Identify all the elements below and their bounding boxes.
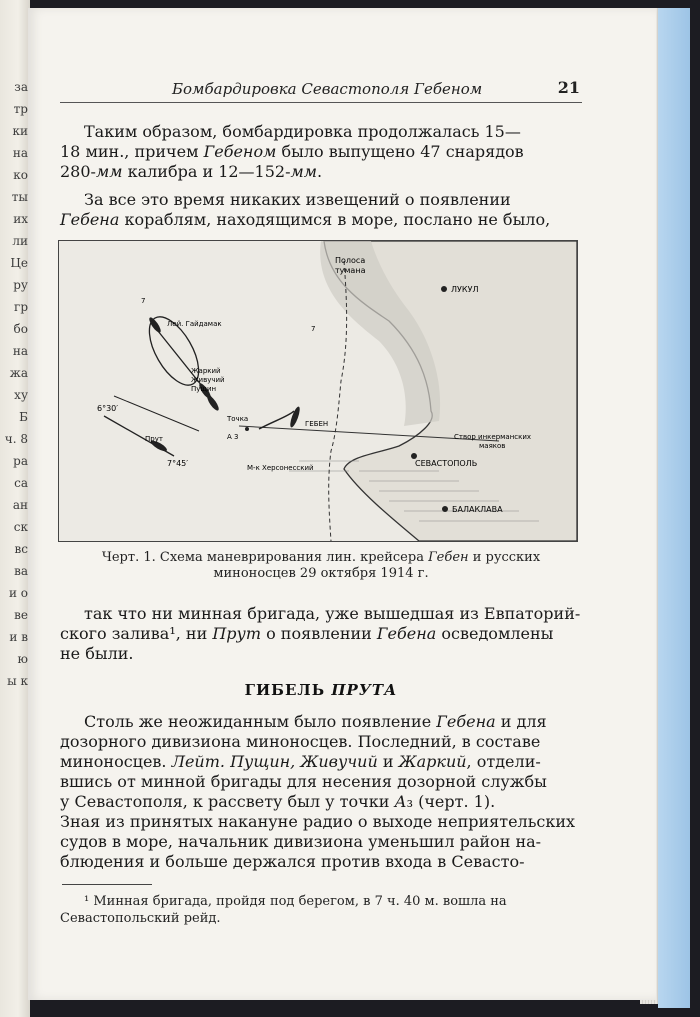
map-label-zharkiy: Жаркий xyxy=(191,367,221,375)
map-label-gaydamak: Лей. Гайдамак xyxy=(167,320,222,328)
left-page-fragment: на xyxy=(12,146,28,160)
text-line: так что ни минная бригада, уже вышедшая из Евпаторий- xyxy=(84,604,581,623)
left-page-fragment: и о xyxy=(8,586,28,600)
left-page-fragment: ск xyxy=(13,520,28,534)
map-label-pushchin: Пущин xyxy=(191,385,217,393)
italic-run: мм xyxy=(290,162,318,181)
left-page-fragment: гр xyxy=(14,300,28,314)
left-page-fragment: ра xyxy=(13,454,28,468)
map-label-khersones: М-к Херсонесский xyxy=(247,464,314,472)
map-label-zhivuchiy: Живучий xyxy=(191,376,225,384)
italic-run: Гебена xyxy=(376,624,437,643)
left-page-fragment: ки xyxy=(12,124,28,138)
paragraph-3 xyxy=(60,604,582,664)
italic-run: Гебена xyxy=(436,712,496,731)
left-page-fragment: тр xyxy=(13,102,28,116)
paragraph-4 xyxy=(60,712,582,872)
goeben-track xyxy=(259,411,294,429)
left-page-fragment: их xyxy=(13,212,28,226)
point-a3-marker xyxy=(245,427,249,431)
text-line: судов в море, начальник дивизиона уменьшил район на- xyxy=(60,832,542,851)
left-page-fragment: ве xyxy=(14,608,28,622)
text-line: у Севастополя, к рассвету был у точки А₃ (черт. 1). xyxy=(60,792,496,811)
running-head-title: Бомбардировка Севастополя Гебеном xyxy=(172,80,483,98)
left-page-fragment: за xyxy=(14,80,28,94)
italic-run: Гебен xyxy=(428,550,469,565)
text-line: дозорного дивизиона миноносцев. Последний, в составе xyxy=(60,732,541,751)
left-page-fragment: ру xyxy=(13,278,28,292)
left-page-fragment: ю xyxy=(17,652,28,666)
map-label-sevastopol: СЕВАСТОПОЛЬ xyxy=(415,459,478,468)
map-label-inkerman-2: маяков xyxy=(479,442,506,450)
left-page-fragment: са xyxy=(14,476,28,490)
map-label-prut: Прут xyxy=(145,435,163,443)
left-page-fragment: Це xyxy=(10,256,28,270)
italic-run: Жаркий xyxy=(398,752,467,771)
balaklava-marker xyxy=(442,506,448,512)
italic-run: А xyxy=(394,792,407,811)
text-line: Столь же неожиданным было появление Гебена и для xyxy=(84,712,547,731)
map-label-time-2: 7°45′ xyxy=(167,459,189,468)
left-page-fragment: ты xyxy=(11,190,28,204)
left-page-fragment: ы к xyxy=(7,674,28,688)
paragraph-2 xyxy=(60,190,582,230)
map-label-goeben: ГЕБЕН xyxy=(305,420,329,428)
caption-line-2: миноносцев 29 октября 1914 г. xyxy=(213,566,429,581)
map-label-point: Точка xyxy=(227,415,249,423)
map-label-fog-1: Полоса xyxy=(335,256,366,265)
left-page-fragment: ху xyxy=(14,388,28,402)
text-line: 280-мм калибра и 12—152-мм. xyxy=(60,162,323,181)
map-label-balaklava: БАЛАКЛАВА xyxy=(452,505,503,514)
paragraph-1 xyxy=(60,122,582,182)
italic-run: Лейт. Пущин, Живучий xyxy=(171,752,378,771)
left-page-fragment: ан xyxy=(12,498,28,512)
footnote-line-1: ¹ Минная бригада, пройдя под берегом, в 7 ч. 40 м. вошла на xyxy=(84,894,507,909)
battle-map xyxy=(58,240,578,542)
left-page-fragment: бо xyxy=(13,322,28,336)
text-line: ского залива¹, ни Прут о появлении Гебена осведомлены xyxy=(60,624,554,643)
text-line: не были. xyxy=(60,644,134,663)
text-line: За все это время никаких извещений о появлении xyxy=(84,190,511,209)
map-label-inkerman-1: Створ инкерманских xyxy=(454,433,532,441)
section-heading: ГИБЕЛЬ ПРУТА xyxy=(244,681,398,699)
figure-caption xyxy=(60,550,582,582)
running-head xyxy=(150,80,590,102)
italic-run: Прут xyxy=(212,624,261,643)
footnote-line-2: Севастопольский рейд. xyxy=(60,911,221,926)
map-label-mark-2: 7 xyxy=(311,325,316,333)
map-label-mark-1: 7 xyxy=(141,297,146,305)
left-page-fragment: Б xyxy=(19,410,28,424)
left-page-fragment: на xyxy=(12,344,28,358)
left-page-fragment: ч. 8 xyxy=(4,432,28,446)
header-rule xyxy=(60,102,582,103)
map-label-time-1: 6°30′ xyxy=(97,404,119,413)
text-line: Таким образом, бомбардировка продолжалась 15— xyxy=(84,122,521,141)
page-number: 21 xyxy=(557,78,580,97)
text-line: блюдения и больше держался против входа в Севасто- xyxy=(60,852,525,871)
text-line: миноносцев. Лейт. Пущин, Живучий и Жаркий, отдели- xyxy=(60,752,541,771)
text-line: 18 мин., причем Гебеном было выпущено 47 снарядов xyxy=(60,142,524,161)
footnote xyxy=(60,893,582,927)
italic-run: ПРУТА xyxy=(331,681,398,699)
map-label-a3: А 3 xyxy=(227,433,239,441)
left-page-fragment: ва xyxy=(14,564,28,578)
map-label-fog-2: тумана xyxy=(335,266,366,275)
left-page-fragment: жа xyxy=(9,366,28,380)
italic-run: Гебена xyxy=(60,210,120,229)
adjacent-page-edge xyxy=(0,0,30,1017)
text-line: Гебена кораблям, находящимся в море, послано не было, xyxy=(60,210,551,229)
caption-line-1: Черт. 1. Схема маневрирования лин. крейсера Гебен и русских xyxy=(101,550,541,565)
footnote-rule xyxy=(62,884,152,885)
text-line: Зная из принятых накануне радио о выходе неприятельских xyxy=(60,812,576,831)
left-page-fragment: вс xyxy=(14,542,28,556)
map-label-lukul: ЛУКУЛ xyxy=(451,285,479,294)
italic-run: мм xyxy=(95,162,123,181)
left-page-fragment: ко xyxy=(13,168,28,182)
lukul-marker xyxy=(441,286,447,292)
book-cover-edge xyxy=(658,8,690,1008)
text-line: вшись от минной бригады для несения дозорной службы xyxy=(60,772,547,791)
goeben-ship xyxy=(288,406,301,429)
left-page-fragment: и в xyxy=(9,630,28,644)
italic-run: Гебеном xyxy=(203,142,277,161)
left-page-fragment: ли xyxy=(12,234,28,248)
